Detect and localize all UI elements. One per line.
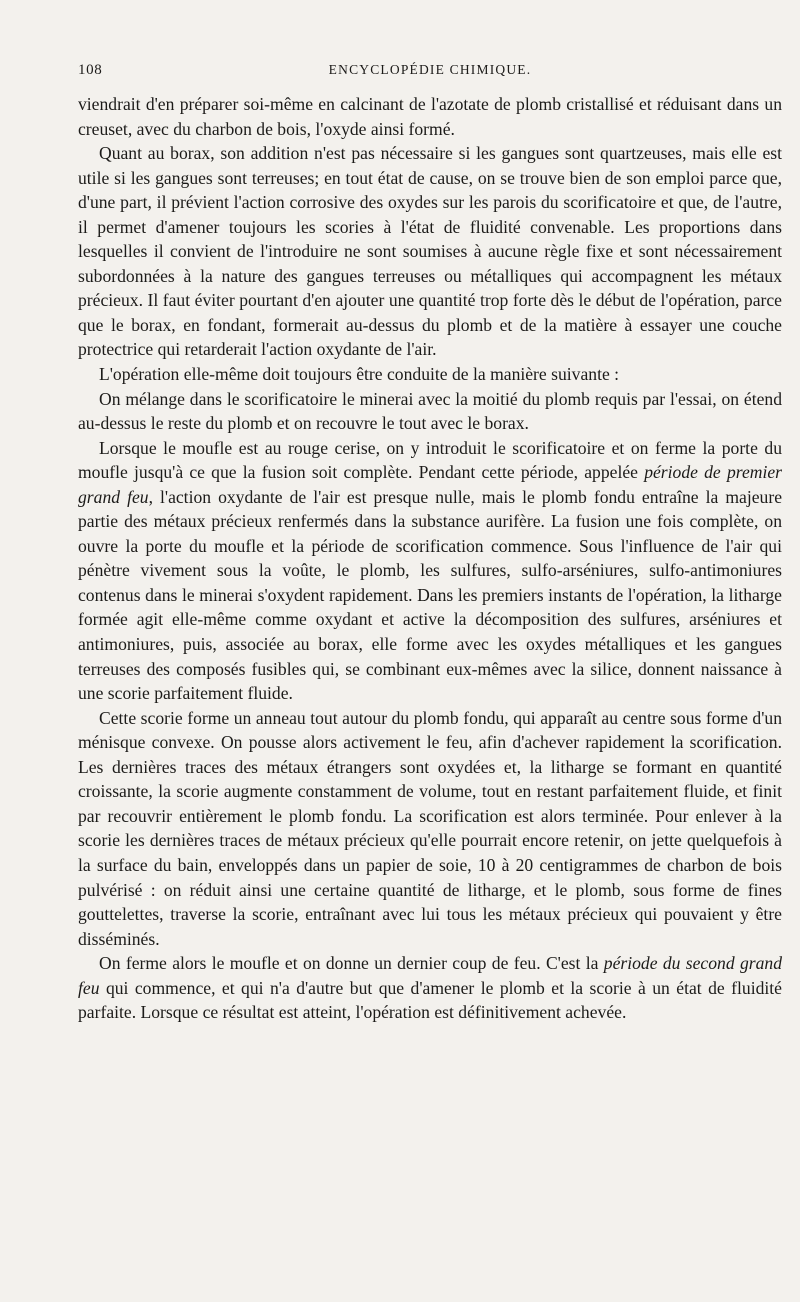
- paragraph: [78, 141, 782, 362]
- text-segment: On ferme alors le moufle et on donne un dernier coup de feu. C'est la: [99, 953, 604, 974]
- text-segment: Cette scorie forme un anneau tout autour du plomb fondu, qui apparaît au centre sous forme d'un ménisque convexe. On pousse alors activement le feu, afin d'achever rapidement la scorification. Les dernières traces des métaux étrangers sont oxydées et, la litharge se formant en quantité croissante, la scorie augmente constamment de volume, tout en restant parfaitement fluide, et finit par recouvrir entièrement le plomb fondu. La scorification est alors terminée. Pour enlever à la scorie les dernières traces de métaux précieux qu'elle pourrait encore retenir, on jette quelquefois à la surface du bain, enveloppés dans un papier de soie, 10 à 20 centigrammes de charbon de bois pulvérisé : on réduit ainsi une certaine quantité de litharge, et le plomb, sous forme de fines gouttelettes, traverse la scorie, entraînant avec lui tous les métaux précieux qui pouvaient y être disséminés.: [78, 707, 782, 949]
- paragraph: [78, 706, 782, 951]
- page-number: 108: [78, 62, 103, 78]
- text-segment: Lorsque le moufle est au rouge cerise, on y introduit le scorificatoire et on ferme la porte du moufle jusqu'à ce que la fusion soit complète. Pendant cette période, appelée: [78, 437, 782, 483]
- running-title: ENCYCLOPÉDIE CHIMIQUE.: [328, 62, 532, 77]
- italic-term: période du second grand feu: [78, 953, 782, 998]
- page-header: [78, 62, 782, 92]
- paragraph: [78, 92, 782, 141]
- body-text: [78, 92, 782, 1025]
- paragraph: [78, 362, 782, 387]
- paragraph: [78, 387, 782, 436]
- text-segment: On mélange dans le scorificatoire le minerai avec la moitié du plomb requis par l'essai, on étend au-dessus le reste du plomb et on recouvre le tout avec le borax.: [78, 388, 782, 434]
- book-page: [78, 62, 782, 1025]
- text-segment: L'opération elle-même doit toujours être conduite de la manière suivante :: [99, 364, 620, 385]
- text-segment: , l'action oxydante de l'air est presque nulle, mais le plomb fondu entraîne la majeure partie des métaux précieux renfermés dans la substance aurifère. La fusion une fois complète, on ouvre la porte du moufle et la période de scorification commence. Sous l'influence de l'air qui pénètre vivement sous la voûte, le plomb, les sulfures, sulfo-arséniures, sulfo-antimoniures contenus dans le minerai s'oxydent rapidement. Dans les premiers instants de l'opération, la litharge formée agit elle-même comme oxydant et active la décomposition des sulfures, arséniures et antimoniures, puis, associée au borax, elle forme avec les oxydes métalliques et les gangues terreuses des composés fusibles qui, se combinant eux-mêmes avec la silice, donnent naissance à une scorie parfaitement fluide.: [78, 486, 783, 704]
- italic-term: période de premier grand feu: [78, 462, 782, 507]
- paragraph: [78, 951, 782, 1025]
- text-segment: qui commence, et qui n'a d'autre but que d'amener le plomb et la scorie à un état de fluidité parfaite. Lorsque ce résultat est atteint, l'opération est définitivement achevée.: [78, 977, 782, 1023]
- text-segment: Quant au borax, son addition n'est pas nécessaire si les gangues sont quartzeuses, mais elle est utile si les gangues sont terreuses; en tout état de cause, on se trouve bien de son emploi parce que, d'une part, il prévient l'action corrosive des oxydes sur les parois du scorificatoire et que, de l'autre, il permet d'amener toujours les scories à l'état de fluidité convenable. Les proportions dans lesquelles il convient de l'introduire ne sont soumises à aucune règle fixe et sont nécessairement subordonnées à la nature des gangues terreuses ou métalliques qui accompagnent les métaux précieux. Il faut éviter pourtant d'en ajouter une quantité trop forte dès le début de l'opération, parce que le borax, en fondant, formerait au-dessus du plomb et de la matière à essayer une couche protectrice qui retarderait l'action oxydante de l'air.: [78, 143, 782, 360]
- text-segment: viendrait d'en préparer soi-même en calcinant de l'azotate de plomb cristallisé et réduisant dans un creuset, avec du charbon de bois, l'oxyde ainsi formé.: [78, 94, 782, 139]
- paragraph: [78, 436, 782, 706]
